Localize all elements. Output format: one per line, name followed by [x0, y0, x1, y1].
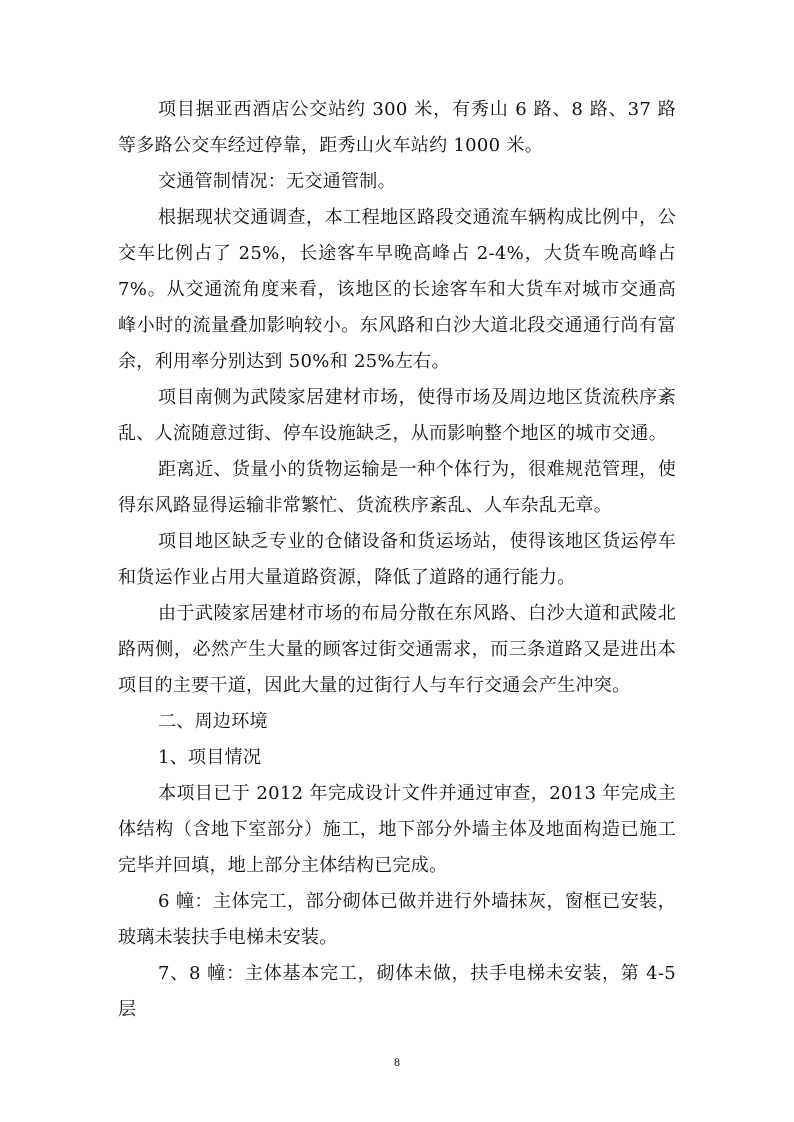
- paragraph-freight-facilities: 项目地区缺乏专业的仓储设备和货运场站，使得该地区货运停车和货运作业占用大量道路资源，降低了道路的通行能力。: [118, 531, 676, 588]
- document-body: [118, 92, 676, 1028]
- paragraph-project-progress: 本项目已于 2012 年完成设计文件并通过审查，2013 年完成主体结构（含地下室部分）施工，地下部分外墙主体及地面构造已施工完毕并回填，地上部分主体结构已完成。: [118, 783, 676, 876]
- paragraph-crossing-demand: 由于武陵家居建材市场的布局分散在东风路、白沙大道和武陵北路两侧，必然产生大量的顾客过街交通需求，而三条道路又是进出本项目的主要干道，因此大量的过街行人与车行交通会产生冲突。: [118, 603, 676, 696]
- paragraph-short-distance-freight: 距离近、货量小的货物运输是一种个体行为，很难规范管理，使得东风路显得运输非常繁忙、货流秩序紊乱、人车杂乱无章。: [118, 459, 676, 516]
- paragraph-building-7-8: 7、8 幢：主体基本完工，砌体未做，扶手电梯未安装，第 4-5 层: [118, 963, 676, 1020]
- page-number: 8: [393, 1058, 401, 1069]
- section-heading-surroundings: 二、周边环境: [158, 711, 268, 732]
- paragraph-bus-stations: 项目据亚西酒店公交站约 300 米，有秀山 6 路、8 路、37 路等多路公交车经过停靠，距秀山火车站约 1000 米。: [118, 99, 676, 156]
- paragraph-traffic-survey: 根据现状交通调查，本工程地区路段交通流车辆构成比例中，公交车比例占了 25%，长途客车早晚高峰占 2-4%，大货车晚高峰占 7%。从交通流角度来看，该地区的长途客车和大货车对城市交通高峰小时的流量叠加影响较小。东风路和白沙大道北段交通通行尚有富余，利用率分别达到 50%和 25%左右。: [118, 207, 676, 372]
- paragraph-market-impact: 项目南侧为武陵家居建材市场，使得市场及周边地区货流秩序紊乱、人流随意过街、停车设施缺乏，从而影响整个地区的城市交通。: [118, 387, 676, 444]
- paragraph-building-6: 6 幢：主体完工，部分砌体已做并进行外墙抹灰，窗框已安装，玻璃未装扶手电梯未安装。: [118, 891, 676, 948]
- subsection-heading-project-status: 1、项目情况: [158, 747, 262, 768]
- paragraph-traffic-control: 交通管制情况：无交通管制。: [158, 171, 396, 192]
